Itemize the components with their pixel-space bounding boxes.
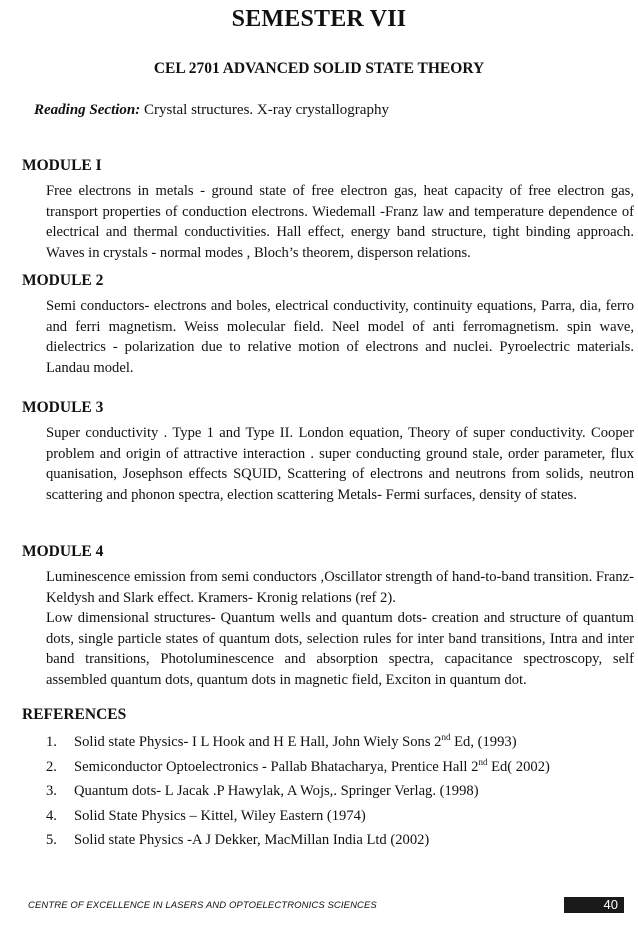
module-paragraph: Luminescence emission from semi conductors ,Oscillator strength of hand-to-band transition. Franz-Keldysh and Slark effect. Kramers- Kronig relations (ref 2). <box>46 569 634 606</box>
course-title: CEL 2701 ADVANCED SOLID STATE THEORY <box>153 60 485 77</box>
reference-item <box>46 730 622 755</box>
references-title: REFERENCES <box>22 706 127 723</box>
footer-centre-name: CENTRE OF EXCELLENCE IN LASERS AND OPTOELECTRONICS SCIENCES <box>28 900 377 911</box>
reading-section-label: Reading Section: <box>34 102 141 118</box>
module-paragraph: Free electrons in metals - ground state of free electron gas, heat capacity of free electron gas, transport properties of conduction electrons. Wiedemall -Franz law and temperature dependence of electrical and thermal conductivities. Hall effect, energy band structure, tight binding approach. Waves in crystals - normal modes , Bloch’s theorem, disperson relations. <box>46 183 634 261</box>
reference-superscript: nd <box>441 732 451 743</box>
reference-number: 4. <box>46 807 57 824</box>
module-body <box>46 181 634 263</box>
reference-number: 1. <box>46 734 57 750</box>
module-title: MODULE 3 <box>22 399 104 416</box>
module-3 <box>22 397 634 505</box>
module-4 <box>22 541 634 691</box>
reading-section <box>34 102 389 119</box>
reference-number: 3. <box>46 783 57 799</box>
semester-heading: SEMESTER VII <box>231 6 407 32</box>
reference-text: Quantum dots- L Jacak .P Hawylak, A Wojs,. Springer Verlag. (1998) <box>74 783 479 799</box>
module-body <box>46 423 634 505</box>
module-2 <box>22 270 634 378</box>
module-paragraph: Semi conductors- electrons and boles, electrical conductivity, continuity equations, Parra, dia, ferro and ferri magnetism. Weiss molecular field. Neel model of anti ferromagnetism. spin wave, dielectrics - polarization due to relative motion of electrons and nuclei. Pyroelectric materials. Landau model. <box>46 298 634 376</box>
module-title: MODULE 4 <box>22 543 104 560</box>
reference-number: 2. <box>46 758 57 775</box>
reference-text: Solid state Physics -A J Dekker, MacMillan India Ltd (2002) <box>74 832 430 848</box>
reference-superscript: nd <box>478 756 488 767</box>
module-1 <box>22 155 634 263</box>
references-list <box>46 730 622 853</box>
page-number: 40 <box>603 897 618 912</box>
reference-item <box>46 804 622 829</box>
reference-text-tail: Ed( 2002) <box>487 758 550 775</box>
module-body <box>46 296 634 378</box>
page-number-badge <box>564 897 624 913</box>
module-title: MODULE 2 <box>22 272 104 289</box>
reference-item <box>46 755 622 780</box>
references-section <box>22 704 622 853</box>
module-body <box>46 567 634 691</box>
reading-section-text: Crystal structures. X-ray crystallography <box>140 102 389 118</box>
reference-text: Solid State Physics – Kittel, Wiley Eastern (1974) <box>74 807 366 824</box>
reference-number: 5. <box>46 832 57 848</box>
module-paragraph: Low dimensional structures- Quantum wells and quantum dots- creation and structure of quantum dots, single particle states of quantum dots, selection rules for inter band transitions, Intra and inter band transitions, Photoluminescence and absorption spectra, capacitance spectroscopy, self assembled quantum dots, quantum dots in magnetic field, Exciton in quantum dot. <box>46 610 634 688</box>
reference-text: Semiconductor Optoelectronics - Pallab Bhatacharya, Prentice Hall 2 <box>74 758 479 775</box>
reference-text: Solid state Physics- I L Hook and H E Hall, John Wiely Sons 2 <box>74 734 442 750</box>
module-title: MODULE I <box>22 157 102 174</box>
reference-item <box>46 779 622 804</box>
reference-text-tail: Ed, (1993) <box>450 734 517 750</box>
reference-item <box>46 828 622 853</box>
module-paragraph: Super conductivity . Type 1 and Type II. London equation, Theory of super conductivity. Cooper problem and origin of attractive interaction . super conducting ground stale, order parameter, flux quanisation, Josephson effects SQUID, Scattering of electrons and neutrons from solids, neutron scattering and phonon spectra, election scattering Metals- Fermi surfaces, density of states. <box>46 425 634 503</box>
